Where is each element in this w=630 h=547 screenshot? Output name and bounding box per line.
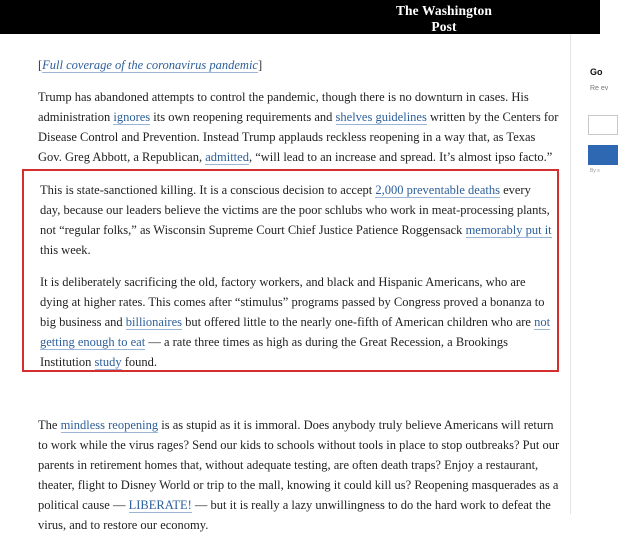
memorably-put-it-link[interactable]: memorably put it bbox=[465, 223, 552, 237]
article-paragraph-2 bbox=[40, 180, 552, 260]
paragraph-text: , “will lead to an increase and spread. It’s almost ipso facto.” bbox=[248, 150, 553, 164]
newsletter-sidebar bbox=[585, 34, 609, 514]
article-paragraph-1 bbox=[38, 87, 560, 167]
bracket-close: ] bbox=[257, 58, 263, 72]
billionaires-link[interactable]: billionaires bbox=[125, 315, 183, 329]
paragraph-text: written by the Centers for Disease Control and Prevention. Instead Trump applauds reckless reopening in a way that, as Texas Gov. Greg Abbott, a Republican, bbox=[38, 110, 559, 164]
paragraph-text: — but it is really a lazy unwillingness to do the hard work to defeat the virus, and to restore our economy. bbox=[38, 498, 551, 532]
paragraph-text: This is state-sanctioned killing. It is a conscious decision to accept bbox=[40, 183, 376, 197]
paragraph-text: this week. bbox=[40, 243, 91, 257]
paragraph-text: every day, because our leaders believe the victims are the poor schlubs who work in meat-processing plants, not “regular folks,” as Wisconsin Supreme Court Chief Justice Patience Roggensack bbox=[40, 183, 550, 237]
paragraph-text: is as stupid as it is immoral. Does anybody truly believe Americans will return to work while the virus rages? Send our kids to schools without tools in place to stop outbreaks? Put our parents in retirement homes that, without adequate testing, are often death traps? Enjoy a restaurant, theater, flight to Disney World or trip to the mall, knowing it could kill us? Reopening masquerades as a political cause — bbox=[38, 418, 560, 512]
highlighted-passage bbox=[40, 180, 552, 384]
logo-tagline: Democracy Dies in Darkness bbox=[405, 36, 483, 43]
highlighted-passage-box bbox=[22, 169, 559, 372]
masthead-bar bbox=[0, 0, 600, 43]
sidebar-fine-print: By s bbox=[590, 168, 600, 174]
sidebar-divider bbox=[570, 34, 571, 514]
coverage-link[interactable]: Full coverage of the coronavirus pandemic bbox=[42, 58, 258, 72]
signup-button[interactable] bbox=[588, 145, 618, 165]
paragraph-text: found. bbox=[121, 355, 158, 369]
email-field[interactable] bbox=[588, 115, 618, 135]
paragraph-text: It is deliberately sacrificing the old, factory workers, and black and Hispanic Americans, who are dying at higher rates. This comes after “stimulus” programs passed by Congress proved a bonanza to big business and bbox=[40, 275, 545, 329]
logo-wordmark: The Washington Post bbox=[395, 3, 493, 34]
article-paragraph-3 bbox=[40, 272, 552, 372]
admitted-link[interactable]: admitted bbox=[205, 150, 249, 164]
paragraph-text: The bbox=[38, 418, 61, 432]
coverage-link-paragraph bbox=[38, 55, 560, 75]
article-paragraph-4 bbox=[38, 415, 560, 535]
liberate-link[interactable]: LIBERATE! bbox=[128, 498, 192, 512]
ignores-link[interactable]: ignores bbox=[113, 110, 151, 124]
paragraph-text: — a rate three times as high as during the Great Recession, a Brookings Institution bbox=[40, 335, 508, 369]
bracket-open: [ bbox=[38, 58, 43, 72]
paragraph-text: but offered little to the nearly one-fifth of American children who are bbox=[182, 315, 535, 329]
washington-post-logo[interactable] bbox=[393, 3, 495, 44]
preventable-deaths-link[interactable]: 2,000 preventable deaths bbox=[375, 183, 500, 197]
mindless-reopening-link[interactable]: mindless reopening bbox=[60, 418, 159, 432]
paragraph-text: Trump has abandoned attempts to control the pandemic, though there is no downturn in cases. His administration bbox=[38, 90, 529, 124]
sidebar-heading: Go bbox=[590, 67, 603, 77]
study-link[interactable]: study bbox=[94, 355, 122, 369]
not-getting-enough-to-eat-link[interactable]: not getting enough to eat bbox=[40, 315, 551, 349]
shelves-guidelines-link[interactable]: shelves guidelines bbox=[335, 110, 427, 124]
paragraph-text: its own reopening requirements and bbox=[150, 110, 336, 124]
sidebar-description: Re ev bbox=[590, 85, 609, 92]
